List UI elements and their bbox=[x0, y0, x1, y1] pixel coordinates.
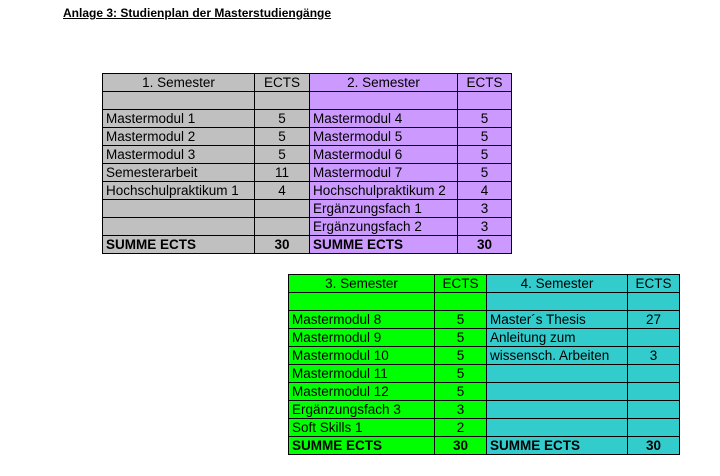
module-cell bbox=[103, 92, 255, 110]
ects-cell: 4 bbox=[458, 182, 512, 200]
module-cell: Ergänzungsfach 1 bbox=[310, 200, 458, 218]
ects-cell: 5 bbox=[435, 365, 487, 383]
table-row bbox=[103, 128, 512, 146]
ects-cell bbox=[255, 92, 310, 110]
table-row bbox=[289, 419, 680, 437]
module-cell: Mastermodul 10 bbox=[289, 347, 435, 365]
sum-label: SUMME ECTS bbox=[487, 437, 628, 455]
module-cell: Soft Skills 1 bbox=[289, 419, 435, 437]
module-cell: Ergänzungsfach 2 bbox=[310, 218, 458, 236]
semester-header: 4. Semester bbox=[487, 275, 628, 293]
module-cell: Semesterarbeit bbox=[103, 164, 255, 182]
sum-label: SUMME ECTS bbox=[103, 236, 255, 254]
table-row bbox=[103, 182, 512, 200]
table-row bbox=[289, 293, 680, 311]
ects-cell: 5 bbox=[255, 146, 310, 164]
sum-label: SUMME ECTS bbox=[289, 437, 435, 455]
ects-cell: 27 bbox=[628, 311, 680, 329]
ects-cell: 5 bbox=[435, 329, 487, 347]
sum-value: 30 bbox=[458, 236, 512, 254]
ects-cell: 4 bbox=[255, 182, 310, 200]
ects-cell bbox=[628, 329, 680, 347]
module-cell bbox=[487, 419, 628, 437]
table-row bbox=[103, 164, 512, 182]
ects-cell bbox=[628, 401, 680, 419]
ects-cell bbox=[255, 200, 310, 218]
ects-header: ECTS bbox=[435, 275, 487, 293]
ects-cell: 5 bbox=[458, 110, 512, 128]
table-row bbox=[289, 329, 680, 347]
ects-cell bbox=[435, 293, 487, 311]
ects-header: ECTS bbox=[255, 74, 310, 92]
module-cell: Mastermodul 9 bbox=[289, 329, 435, 347]
table-header-row bbox=[103, 74, 512, 92]
ects-cell: 11 bbox=[255, 164, 310, 182]
module-cell: Hochschulpraktikum 1 bbox=[103, 182, 255, 200]
table-row bbox=[289, 365, 680, 383]
table-row bbox=[103, 92, 512, 110]
ects-header: ECTS bbox=[628, 275, 680, 293]
table-row bbox=[103, 200, 512, 218]
module-cell: Ergänzungsfach 3 bbox=[289, 401, 435, 419]
ects-cell: 5 bbox=[255, 110, 310, 128]
module-cell: Mastermodul 3 bbox=[103, 146, 255, 164]
module-cell bbox=[487, 383, 628, 401]
module-cell bbox=[487, 365, 628, 383]
sum-value: 30 bbox=[628, 437, 680, 455]
ects-cell: 5 bbox=[435, 347, 487, 365]
module-cell: Mastermodul 12 bbox=[289, 383, 435, 401]
semester-header: 2. Semester bbox=[310, 74, 458, 92]
module-cell bbox=[487, 293, 628, 311]
module-cell: Master´s Thesis bbox=[487, 311, 628, 329]
table-row bbox=[103, 218, 512, 236]
semester-header: 3. Semester bbox=[289, 275, 435, 293]
module-cell: Mastermodul 11 bbox=[289, 365, 435, 383]
table-row bbox=[289, 347, 680, 365]
module-cell bbox=[103, 218, 255, 236]
sum-row bbox=[289, 437, 680, 455]
ects-cell: 3 bbox=[628, 347, 680, 365]
ects-cell bbox=[628, 383, 680, 401]
ects-cell bbox=[628, 293, 680, 311]
ects-cell bbox=[458, 92, 512, 110]
module-cell: Mastermodul 4 bbox=[310, 110, 458, 128]
module-cell: Hochschulpraktikum 2 bbox=[310, 182, 458, 200]
module-cell bbox=[487, 401, 628, 419]
ects-cell: 5 bbox=[458, 164, 512, 182]
ects-cell: 2 bbox=[435, 419, 487, 437]
table-row bbox=[289, 311, 680, 329]
table-row bbox=[103, 110, 512, 128]
ects-cell: 3 bbox=[458, 218, 512, 236]
study-plan-table-semester-1-2 bbox=[102, 73, 512, 254]
module-cell: Mastermodul 1 bbox=[103, 110, 255, 128]
ects-cell bbox=[628, 419, 680, 437]
sum-value: 30 bbox=[255, 236, 310, 254]
module-cell bbox=[310, 92, 458, 110]
study-plan-table-semester-3-4 bbox=[288, 274, 680, 455]
ects-cell: 3 bbox=[458, 200, 512, 218]
ects-cell bbox=[628, 365, 680, 383]
semester-header: 1. Semester bbox=[103, 74, 255, 92]
ects-cell: 5 bbox=[435, 311, 487, 329]
module-cell: Mastermodul 7 bbox=[310, 164, 458, 182]
module-cell: Anleitung zum bbox=[487, 329, 628, 347]
document-heading: Anlage 3: Studienplan der Masterstudiengänge bbox=[63, 6, 332, 20]
ects-cell: 5 bbox=[458, 128, 512, 146]
ects-cell bbox=[255, 218, 310, 236]
module-cell: Mastermodul 8 bbox=[289, 311, 435, 329]
ects-cell: 5 bbox=[255, 128, 310, 146]
table-header-row bbox=[289, 275, 680, 293]
ects-cell: 3 bbox=[435, 401, 487, 419]
module-cell: Mastermodul 6 bbox=[310, 146, 458, 164]
module-cell bbox=[103, 200, 255, 218]
sum-row bbox=[103, 236, 512, 254]
sum-value: 30 bbox=[435, 437, 487, 455]
ects-cell: 5 bbox=[435, 383, 487, 401]
sum-label: SUMME ECTS bbox=[310, 236, 458, 254]
module-cell: Mastermodul 5 bbox=[310, 128, 458, 146]
table-row bbox=[289, 401, 680, 419]
table-row bbox=[289, 383, 680, 401]
ects-header: ECTS bbox=[458, 74, 512, 92]
module-cell: Mastermodul 2 bbox=[103, 128, 255, 146]
module-cell bbox=[289, 293, 435, 311]
ects-cell: 5 bbox=[458, 146, 512, 164]
module-cell: wissensch. Arbeiten bbox=[487, 347, 628, 365]
table-row bbox=[103, 146, 512, 164]
